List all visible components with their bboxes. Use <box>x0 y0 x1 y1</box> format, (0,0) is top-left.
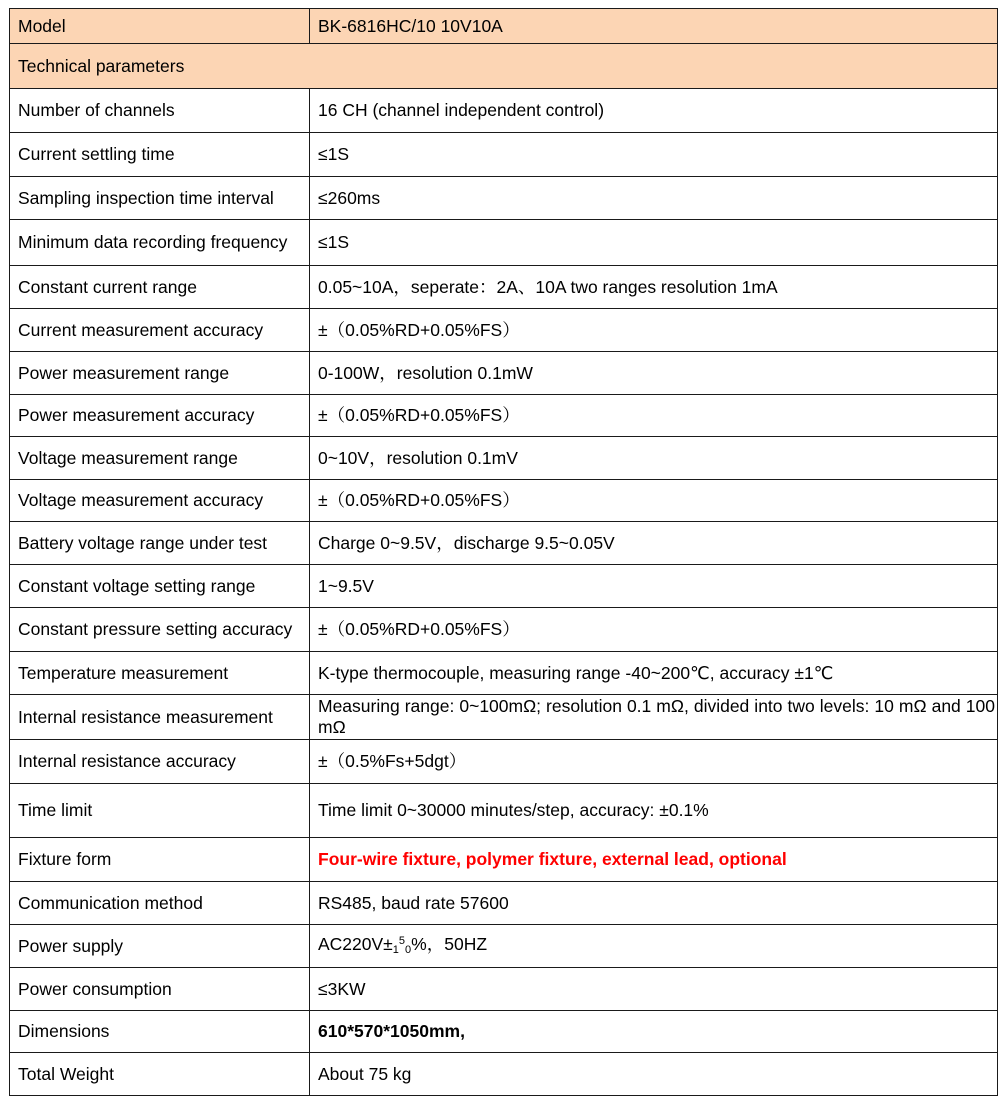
row-value-highlight: Four-wire fixture, polymer fixture, external lead, optional <box>310 838 998 882</box>
row-value: ±（0.5%Fs+5dgt） <box>310 740 998 784</box>
row-label: Internal resistance accuracy <box>10 740 310 784</box>
row-label: Constant current range <box>10 266 310 309</box>
row-label: Current measurement accuracy <box>10 309 310 352</box>
table-row <box>10 1011 998 1053</box>
table-row <box>10 565 998 608</box>
row-label: Sampling inspection time interval <box>10 177 310 220</box>
row-value: 0~10V，resolution 0.1mV <box>310 437 998 480</box>
row-value: K-type thermocouple, measuring range -40~200℃, accuracy ±1℃ <box>310 652 998 695</box>
row-label: Minimum data recording frequency <box>10 220 310 266</box>
row-value: RS485, baud rate 57600 <box>310 882 998 925</box>
row-value: 610*570*1050mm, <box>310 1011 998 1053</box>
row-label: Constant pressure setting accuracy <box>10 608 310 652</box>
table-row <box>10 352 998 395</box>
power-subscript-1: 1 <box>392 944 399 956</box>
table-row <box>10 1053 998 1096</box>
table-row <box>10 266 998 309</box>
model-value: BK-6816HC/10 10V10A <box>310 9 998 44</box>
row-label: Voltage measurement accuracy <box>10 480 310 522</box>
spec-table <box>9 8 998 1096</box>
row-label: Power measurement accuracy <box>10 395 310 437</box>
table-row <box>10 522 998 565</box>
row-label: Time limit <box>10 784 310 838</box>
table-row <box>10 89 998 133</box>
table-row <box>10 882 998 925</box>
row-value: 0.05~10A，seperate：2A、10A two ranges resolution 1mA <box>310 266 998 309</box>
row-label: Fixture form <box>10 838 310 882</box>
power-superscript: 5 <box>398 935 406 947</box>
row-value: ≤260ms <box>310 177 998 220</box>
section-title: Technical parameters <box>10 44 998 89</box>
table-row <box>10 220 998 266</box>
table-row <box>10 740 998 784</box>
table-row <box>10 925 998 968</box>
row-value: 0-100W，resolution 0.1mW <box>310 352 998 395</box>
table-row <box>10 177 998 220</box>
model-row <box>10 9 998 44</box>
table-row <box>10 133 998 177</box>
table-row <box>10 838 998 882</box>
row-value: Measuring range: 0~100mΩ; resolution 0.1 mΩ, divided into two levels: 10 mΩ and 100 mΩ <box>310 695 998 740</box>
row-value: ≤3KW <box>310 968 998 1011</box>
model-label: Model <box>10 9 310 44</box>
row-label: Internal resistance measurement <box>10 695 310 740</box>
table-row <box>10 437 998 480</box>
row-value: Time limit 0~30000 minutes/step, accuracy: ±0.1% <box>310 784 998 838</box>
row-value: About 75 kg <box>310 1053 998 1096</box>
row-label: Power supply <box>10 925 310 968</box>
row-label: Communication method <box>10 882 310 925</box>
row-label: Power consumption <box>10 968 310 1011</box>
row-value: ±（0.05%RD+0.05%FS） <box>310 309 998 352</box>
power-suffix: %，50HZ <box>411 934 488 954</box>
row-label: Number of channels <box>10 89 310 133</box>
row-label: Current settling time <box>10 133 310 177</box>
power-subscript-2: 0 <box>405 944 412 956</box>
row-value: ≤1S <box>310 133 998 177</box>
table-row <box>10 695 998 740</box>
table-row <box>10 395 998 437</box>
row-label: Constant voltage setting range <box>10 565 310 608</box>
row-value: 1~9.5V <box>310 565 998 608</box>
row-label: Temperature measurement <box>10 652 310 695</box>
table-row <box>10 968 998 1011</box>
table-row <box>10 784 998 838</box>
row-label: Total Weight <box>10 1053 310 1096</box>
row-value: ±（0.05%RD+0.05%FS） <box>310 480 998 522</box>
row-label: Battery voltage range under test <box>10 522 310 565</box>
row-label: Dimensions <box>10 1011 310 1053</box>
row-value: ±（0.05%RD+0.05%FS） <box>310 608 998 652</box>
table-row <box>10 652 998 695</box>
table-row <box>10 309 998 352</box>
power-prefix: AC220V± <box>318 934 393 954</box>
table-row <box>10 608 998 652</box>
row-value <box>310 925 998 968</box>
row-value: ≤1S <box>310 220 998 266</box>
row-value: Charge 0~9.5V，discharge 9.5~0.05V <box>310 522 998 565</box>
section-header-row <box>10 44 998 89</box>
row-value: 16 CH (channel independent control) <box>310 89 998 133</box>
row-label: Power measurement range <box>10 352 310 395</box>
table-row <box>10 480 998 522</box>
row-value: ±（0.05%RD+0.05%FS） <box>310 395 998 437</box>
row-label: Voltage measurement range <box>10 437 310 480</box>
